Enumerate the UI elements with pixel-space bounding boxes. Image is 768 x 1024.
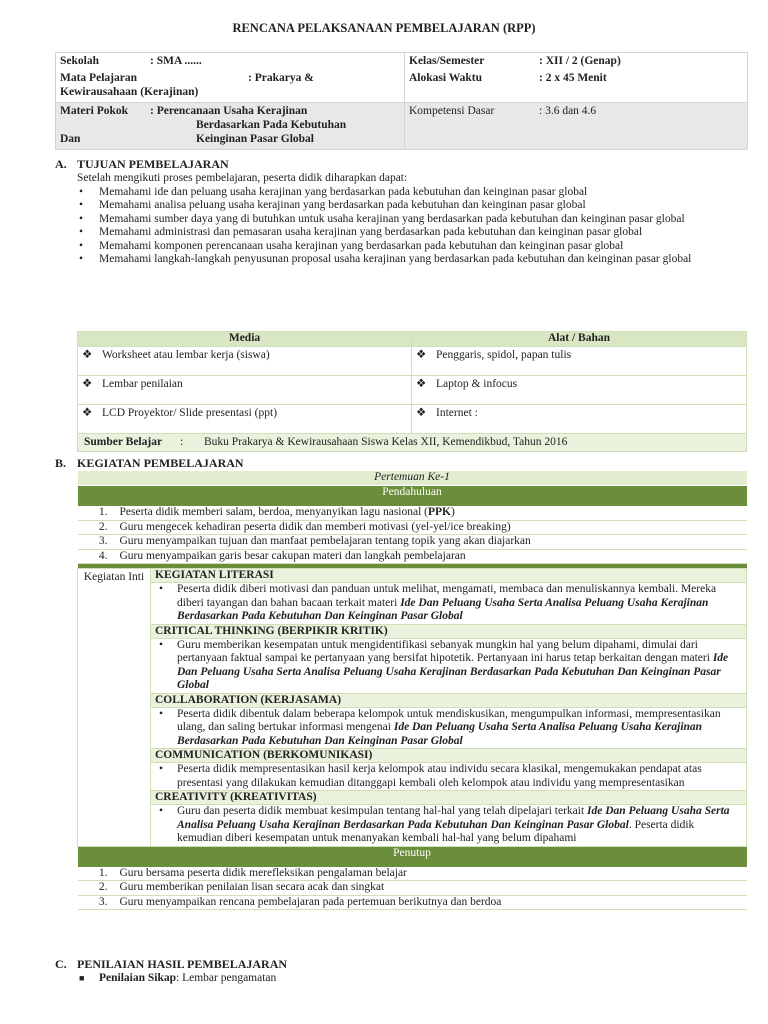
bullet-icon: • (159, 805, 164, 817)
penilaian-sikap-value: : Lembar pengamatan (176, 971, 277, 984)
document-title: RENCANA PELAKSANAAN PEMBELAJARAN (RPP) (232, 21, 536, 35)
critical-text-part: Guru memberikan kesempatan untuk mengidentifikasi sebanyak mungkin hal yang belum dipahami, dimulai dari pertanyaan faktual sampai ke pertanyaan yang bersifat hipotetik. Pertanyaan ini harus tetap berkaitan dengan materi (177, 638, 713, 664)
section-c-title: PENILAIAN HASIL PEMBELAJARAN (77, 957, 288, 971)
literasi-text (151, 583, 746, 625)
section-b-title: KEGIATAN PEMBELAJARAN (77, 456, 244, 470)
materi-dan: Dan (60, 132, 81, 145)
kegiatan-table (77, 471, 747, 910)
kelas-label: Kelas/Semester (409, 55, 485, 67)
bullet-icon: • (159, 583, 164, 595)
collaboration-text-part: Peserta didik dibentuk dalam beberapa kelompok untuk mendiskusikan, mengumpulkan informasi, mempresentasikan ulang, dan saling bertukar informasi mengenai (177, 707, 721, 733)
communication-heading: COMMUNICATION (BERKOMUNIKASI) (151, 749, 746, 763)
materi-value-2: Berdasarkan Pada Kebutuhan (196, 118, 347, 131)
kegiatan-inti-content (151, 569, 747, 847)
sumber-belajar-separator: : (180, 435, 184, 448)
creativity-topic: Ide Dan Peluang Usaha Serta Analisa Peluang Usaha Kerajinan Berdasarkan Pada Kebutuhan Dan Keinginan Pasar Global (177, 805, 730, 831)
row-text-part: Peserta didik memberi salam, berdoa, menyanyikan lagu nasional ( (119, 506, 428, 518)
creativity-text-part: . Peserta didik kemudian diberi kesempatan untuk menanyakan kembali hal-hal yang belum dipahami (177, 818, 695, 844)
bullet-icon: • (79, 253, 84, 265)
list-item (77, 226, 747, 240)
tujuan-item-text: Memahami analisa peluang usaha kerajinan yang berdasarkan pada kebutuhan dan keinginan pasar global (99, 199, 586, 211)
alat-item: Laptop & infocus (436, 377, 518, 390)
tujuan-item-text: Memahami komponen perencanaan usaha kerajinan yang berdasarkan pada kebutuhan dan keinginan pasar global (99, 239, 624, 252)
list-item (77, 240, 747, 254)
table-row (78, 867, 747, 881)
literasi-heading: KEGIATAN LITERASI (151, 569, 746, 583)
row-number: 3. (78, 895, 116, 910)
tujuan-item-text: Memahami langkah-langkah penyusunan proposal usaha kerajinan yang berdasarkan pada kebutuhan dan keinginan pasar global (99, 253, 692, 265)
diamond-bullet-icon: ❖ (416, 348, 427, 361)
materi-label: Materi Pokok (60, 104, 129, 117)
bullet-icon: • (159, 638, 164, 651)
row-text: Guru menyampaikan garis besar cakupan materi dan langkah pembelajaran (116, 549, 747, 564)
sumber-belajar-row (78, 433, 747, 452)
media-item: LCD Proyektor/ Slide presentasi (ppt) (102, 406, 278, 419)
mapel-continuation: Kewirausahaan (Kerajinan) (60, 86, 199, 98)
section-c-number: C. (55, 957, 67, 971)
pendahuluan-list (78, 506, 747, 564)
row-number: 1. (78, 867, 116, 881)
tujuan-list (77, 186, 747, 267)
materi-cell (56, 102, 405, 149)
bullet-icon: • (159, 707, 164, 720)
table-row (78, 520, 747, 535)
table-row (78, 506, 747, 520)
penilaian-sikap-row (55, 972, 287, 986)
list-item (77, 199, 747, 213)
tujuan-item-text: Memahami sumber daya yang di butuhkan untuk usaha kerajinan yang berdasarkan pada kebutuhan dan keinginan pasar global (99, 212, 685, 225)
row-number: 2. (78, 881, 116, 896)
literasi-topic: Ide Dan Peluang Usaha Serta Analisa Peluang Usaha Kerajinan Berdasarkan Pada Kebutuhan Dan Keinginan Pasar Global (177, 596, 709, 622)
media-cell (78, 404, 412, 433)
media-cell (78, 346, 412, 375)
bullet-icon: • (79, 239, 84, 252)
ppk-label: PPK (428, 506, 451, 518)
row-text: Guru memberikan penilaian lisan secara acak dan singkat (116, 881, 747, 896)
mapel-value: : Prakarya & (248, 72, 314, 84)
section-c-heading (55, 958, 287, 972)
row-text: Guru mengecek kehadiran peserta didik dan memberi motivasi (yel-yel/ice breaking) (116, 520, 747, 535)
penutup-header: Penutup (78, 846, 747, 867)
list-item (77, 186, 747, 200)
row-number: 3. (78, 535, 116, 550)
pendahuluan-header: Pendahuluan (78, 486, 747, 507)
row-text: Guru menyampaikan rencana pembelajaran pada pertemuan berikutnya dan berdoa (116, 895, 747, 910)
kd-cell (405, 102, 748, 149)
row-number: 4. (78, 549, 116, 564)
alat-cell (412, 404, 747, 433)
pertemuan-header: Pertemuan Ke-1 (78, 471, 747, 486)
diamond-bullet-icon: ❖ (416, 406, 427, 419)
alat-cell (412, 346, 747, 375)
penutup-list (78, 867, 747, 911)
materi-row (60, 105, 400, 119)
alokasi-value: : 2 x 45 Menit (539, 72, 607, 84)
row-text: Guru menyampaikan tujuan dan manfaat pembelajaran tentang topik yang akan diajarkan (116, 535, 747, 550)
tujuan-item-text: Memahami ide dan peluang usaha kerajinan yang berdasarkan pada kebutuhan dan keinginan pasar global (99, 185, 588, 198)
bullet-icon: • (79, 199, 84, 211)
alat-item: Penggaris, spidol, papan tulis (436, 348, 572, 361)
kelas-row (409, 55, 743, 69)
penutup-list-cell (78, 867, 747, 911)
sumber-belajar-label: Sumber Belajar (84, 435, 163, 448)
alat-item: Internet : (436, 406, 478, 419)
mapel-row (60, 72, 400, 86)
alokasi-row (409, 72, 743, 86)
pendahuluan-list-cell (78, 506, 747, 564)
collaboration-topic: Ide Dan Peluang Usaha Serta Analisa Peluang Usaha Kerajinan Berdasarkan Pada Kebutuhan Dan Keinginan Pasar Global (177, 721, 703, 747)
media-item: Lembar penilaian (102, 377, 183, 390)
sekolah-value: : SMA ...... (150, 55, 202, 67)
bullet-icon: • (159, 763, 164, 775)
materi-value-3: Keinginan Pasar Global (196, 132, 315, 145)
section-b-number: B. (55, 456, 67, 470)
row-text-part: ) (451, 506, 455, 518)
collaboration-text (151, 708, 746, 750)
bullet-icon: • (79, 226, 84, 238)
tujuan-body (77, 172, 747, 267)
alokasi-label: Alokasi Waktu (409, 72, 482, 84)
sekolah-label: Sekolah (60, 55, 99, 67)
identity-cell-left (56, 53, 405, 103)
materi-value-1: : Perencanaan Usaha Kerajinan (150, 104, 308, 117)
row-number: 1. (78, 506, 116, 520)
media-cell (78, 375, 412, 404)
alat-column-header: Alat / Bahan (412, 332, 747, 347)
identity-table (55, 52, 748, 150)
mapel-label: Mata Pelajaran (60, 72, 137, 84)
communication-text (151, 763, 746, 791)
kd-value: : 3.6 dan 4.6 (539, 104, 597, 117)
square-bullet-icon: ■ (79, 972, 85, 983)
critical-heading: CRITICAL THINKING (BERPIKIR KRITIK) (151, 625, 746, 639)
list-item (77, 213, 747, 227)
kd-label: Kompetensi Dasar (409, 104, 495, 117)
creativity-text-part: Guru dan peserta didik membuat kesimpulan tentang hal-hal yang telah dipelajari terkait (177, 805, 588, 817)
diamond-bullet-icon: ❖ (82, 348, 93, 361)
kegiatan-inti-label: Kegiatan Inti (78, 569, 151, 847)
row-text (116, 506, 747, 520)
penilaian-sikap-label: Penilaian Sikap (99, 971, 177, 984)
kd-row (409, 105, 743, 119)
materi-row-3 (60, 133, 400, 147)
bullet-icon: • (79, 185, 84, 198)
list-item (77, 253, 747, 267)
diamond-bullet-icon: ❖ (416, 377, 427, 390)
diamond-bullet-icon: ❖ (82, 406, 93, 419)
media-column-header: Media (78, 332, 412, 347)
kegiatan-inti-row (78, 569, 747, 847)
critical-text (151, 639, 746, 694)
critical-topic: Ide Dan Peluang Usaha Serta Analisa Peluang Usaha Kerajinan Berdasarkan Pada Kebutuhan Dan Keinginan Pasar Global (177, 652, 729, 691)
bullet-icon: • (79, 212, 84, 225)
kelas-value: : XII / 2 (Genap) (539, 55, 621, 67)
tujuan-item-text: Memahami administrasi dan pemasaran usaha kerajinan yang berdasarkan pada kebutuhan dan keinginan pasar global (99, 226, 643, 238)
row-number: 2. (78, 520, 116, 535)
identity-cell-right (405, 53, 748, 103)
diamond-bullet-icon: ❖ (82, 377, 93, 390)
media-item: Worksheet atau lembar kerja (siswa) (102, 348, 270, 361)
table-row (78, 549, 747, 564)
sekolah-row (60, 55, 400, 69)
table-row (78, 535, 747, 550)
section-a-title: TUJUAN PEMBELAJARAN (77, 157, 229, 171)
literasi-text-part: Peserta didik diberi motivasi dan panduan untuk melihat, mengamati, membaca dan menuliskannya kembali. Mereka diberi tayangan dan bahan bacaan terkait materi (177, 583, 717, 609)
sumber-belajar-value: Buku Prakarya & Kewirausahaan Siswa Kelas XII, Kemendikbud, Tahun 2016 (204, 435, 568, 448)
materi-row-2 (60, 119, 400, 133)
section-c (55, 958, 287, 985)
creativity-heading: CREATIVITY (KREATIVITAS) (151, 791, 746, 805)
section-b-heading (55, 457, 244, 471)
alat-cell (412, 375, 747, 404)
table-row (78, 881, 747, 896)
section-a-number: A. (55, 157, 67, 171)
creativity-text (151, 805, 746, 846)
media-table (77, 331, 747, 452)
collaboration-heading: COLLABORATION (KERJASAMA) (151, 694, 746, 708)
table-row (78, 895, 747, 910)
tujuan-intro: Setelah mengikuti proses pembelajaran, peserta didik diharapkan dapat: (77, 172, 408, 184)
communication-text-part: Peserta didik mempresentasikan hasil kerja kelompok atau individu secara klasikal, mengemukakan pendapat atas presentasi yang dilakukan kemudian ditanggapi kembali oleh kelompok atau individu yang mempresentasikan (177, 763, 702, 789)
section-a-heading (55, 158, 229, 172)
row-text: Guru bersama peserta didik merefleksikan pengalaman belajar (116, 867, 747, 881)
